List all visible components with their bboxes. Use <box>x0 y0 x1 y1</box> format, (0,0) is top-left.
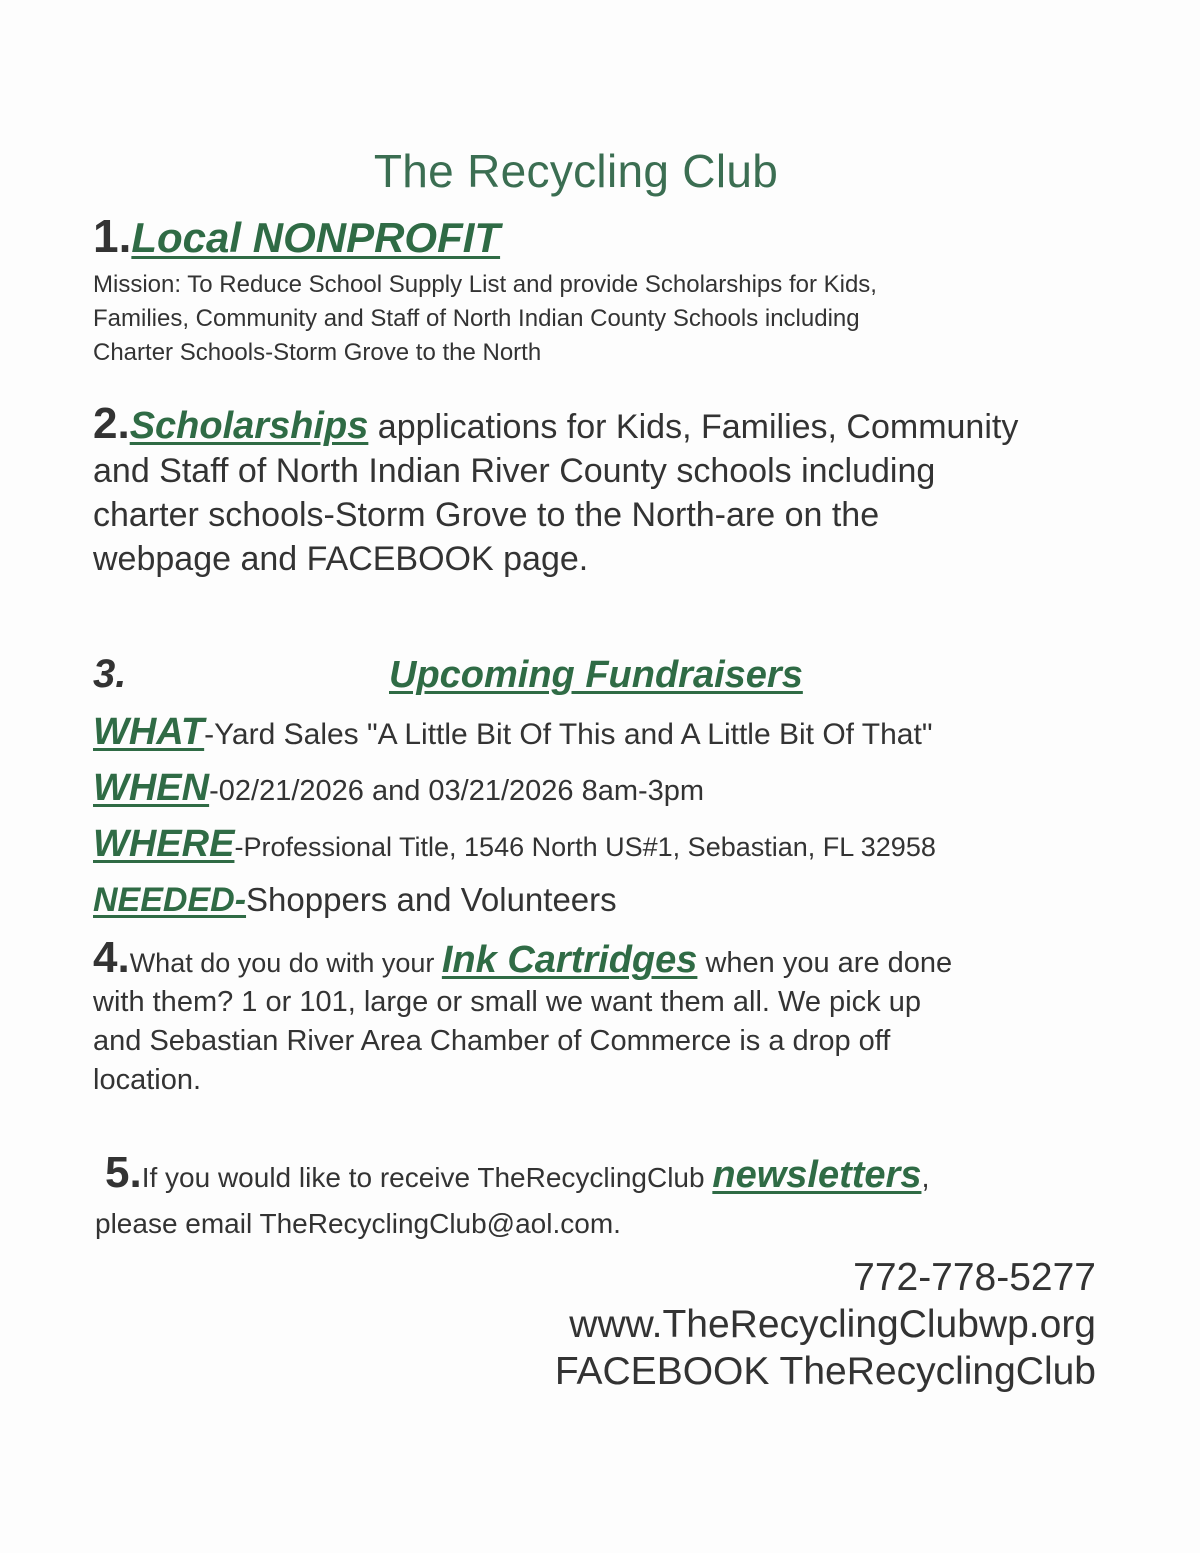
section-4-lead: What do you do with your <box>129 948 442 978</box>
section-local-nonprofit <box>93 208 1133 370</box>
section-2-line: and Staff of North Indian River County schools including <box>93 452 936 490</box>
section-4-line: with them? 1 or 101, large or small we want them all. We pick up <box>93 986 921 1018</box>
contact-website: www.TheRecyclingClubwp.org <box>569 1303 1096 1346</box>
contact-block <box>555 1254 1096 1395</box>
section-5-first-line <box>95 1150 1135 1201</box>
needed-label: NEEDED- <box>93 881 247 919</box>
where-value: -Professional Title, 1546 North US#1, Sebastian, FL 32958 <box>234 832 936 862</box>
section-2-line: charter schools-Storm Grove to the North-are on the <box>93 496 880 534</box>
where-label: WHERE <box>93 823 235 865</box>
mission-text <box>93 268 1133 370</box>
fundraiser-what-row <box>93 708 1133 764</box>
section-4-line: location. <box>93 1064 202 1096</box>
mission-line: Charter Schools-Storm Grove to the North <box>93 339 542 366</box>
section-2-heading: Scholarships <box>129 405 369 447</box>
section-5-lead: If you would like to receive TheRecyclingClub <box>141 1162 713 1193</box>
section-1-number: 1. <box>93 210 132 262</box>
section-5-comma: , <box>921 1162 930 1194</box>
section-upcoming-fundraisers <box>93 652 1133 931</box>
fundraiser-needed-row <box>93 876 1133 931</box>
when-label: WHEN <box>93 767 210 809</box>
when-value: -02/21/2026 and 03/21/2026 8am-3pm <box>209 775 705 807</box>
needed-value: Shoppers and Volunteers <box>246 881 617 918</box>
section-4-first-line <box>93 933 1133 983</box>
section-4-number: 4. <box>93 933 130 982</box>
section-newsletters <box>95 1150 1135 1247</box>
page-title: The Recycling Club <box>373 145 779 197</box>
what-value: -Yard Sales "A Little Bit Of This and A Little Bit Of That" <box>204 718 933 751</box>
section-3-heading: Upcoming Fundraisers <box>389 654 803 696</box>
fundraiser-where-row <box>93 820 1133 876</box>
mission-line: Mission: To Reduce School Supply List and provide Scholarships for Kids, <box>93 271 877 298</box>
section-5-number: 5. <box>105 1148 142 1197</box>
mission-line: Families, Community and Staff of North Indian County Schools including <box>93 305 860 332</box>
section-3-number: 3. <box>93 652 127 696</box>
section-1-heading-line <box>93 208 1133 266</box>
section-ink-cartridges <box>93 933 1133 1100</box>
what-label: WHAT <box>93 711 205 753</box>
section-3-heading-row <box>93 652 1133 708</box>
newsletter-email-line: please email TheRecyclingClub@aol.com. <box>95 1208 621 1239</box>
fundraiser-when-row <box>93 764 1133 820</box>
contact-phone: 772-778-5277 <box>853 1256 1096 1299</box>
section-4-heading: Ink Cartridges <box>441 939 698 981</box>
section-4-first-line-text: when you are done <box>697 947 953 979</box>
section-2-first-line <box>93 399 1133 449</box>
section-4-line: and Sebastian River Area Chamber of Commerce is a drop off <box>93 1025 891 1057</box>
section-2-number: 2. <box>93 399 130 448</box>
section-scholarships <box>93 399 1133 581</box>
section-5-heading: newsletters <box>712 1154 922 1196</box>
section-2-line: webpage and FACEBOOK page. <box>93 540 589 578</box>
contact-facebook: FACEBOOK TheRecyclingClub <box>554 1350 1096 1393</box>
section-2-first-line-text: applications for Kids, Families, Community <box>368 408 1019 446</box>
section-1-heading: Local NONPROFIT <box>131 214 501 261</box>
